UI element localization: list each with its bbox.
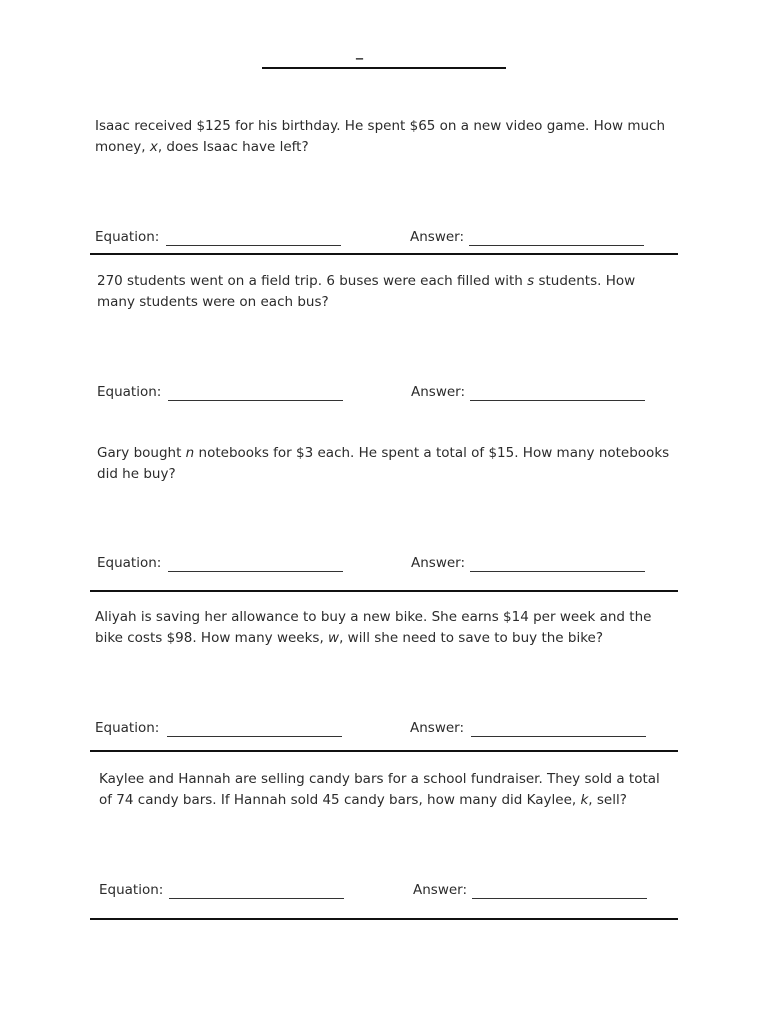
problem-1-text: Isaac received $125 for his birthday. He spent $65 on a new video game. How much money, x, does Isaac have left? — [95, 118, 666, 155]
problem-2-answer-blank[interactable] — [470, 400, 645, 401]
problem-2-equation-label: Equation: — [97, 384, 162, 400]
problem-4-text: Aliyah is saving her allowance to buy a new bike. She earns $14 per week and the bike costs $98. How many weeks, w, will she need to save to buy the bike? — [95, 609, 652, 646]
problem-2-equation-blank[interactable] — [168, 400, 343, 401]
separator-3 — [90, 750, 678, 752]
problem-5-answer-blank[interactable] — [472, 898, 647, 899]
problem-5-equation-label: Equation: — [99, 882, 164, 898]
name-title-line — [262, 67, 506, 69]
problem-2-answer-label: Answer: — [411, 384, 466, 400]
problem-5-text: Kaylee and Hannah are selling candy bars for a school fundraiser. They sold a total of 74 candy bars. If Hannah sold 45 candy bars, how many did Kaylee, k, sell? — [99, 771, 660, 808]
problem-1-answer-label: Answer: — [410, 229, 465, 245]
problem-3-equation-blank[interactable] — [168, 571, 343, 572]
problem-4-answer-label: Answer: — [410, 720, 465, 736]
title-mark: – — [355, 48, 364, 69]
problem-1-equation-label: Equation: — [95, 229, 160, 245]
separator-2 — [90, 590, 678, 592]
problem-5-equation-blank[interactable] — [169, 898, 344, 899]
problem-4-equation-label: Equation: — [95, 720, 160, 736]
problem-3-answer-blank[interactable] — [470, 571, 645, 572]
problem-5-variable: k — [580, 792, 589, 808]
problem-5-answer-label: Answer: — [413, 882, 468, 898]
problem-3-text: Gary bought n notebooks for $3 each. He spent a total of $15. How many notebooks did he buy? — [97, 445, 670, 482]
problem-3-equation-label: Equation: — [97, 555, 162, 571]
problem-4-equation-blank[interactable] — [167, 736, 342, 737]
problem-2-text: 270 students went on a field trip. 6 buses were each filled with s students. How many students were on each bus? — [97, 273, 636, 310]
problem-4-variable: w — [328, 630, 340, 646]
problem-3-variable: n — [185, 445, 195, 461]
problem-1-equation-blank[interactable] — [166, 245, 341, 246]
separator-1 — [90, 253, 678, 255]
separator-4 — [90, 918, 678, 920]
problem-1-answer-blank[interactable] — [469, 245, 644, 246]
problem-1-variable: x — [149, 139, 158, 155]
problem-3-answer-label: Answer: — [411, 555, 466, 571]
problem-4-answer-blank[interactable] — [471, 736, 646, 737]
problem-2-variable: s — [527, 273, 535, 289]
